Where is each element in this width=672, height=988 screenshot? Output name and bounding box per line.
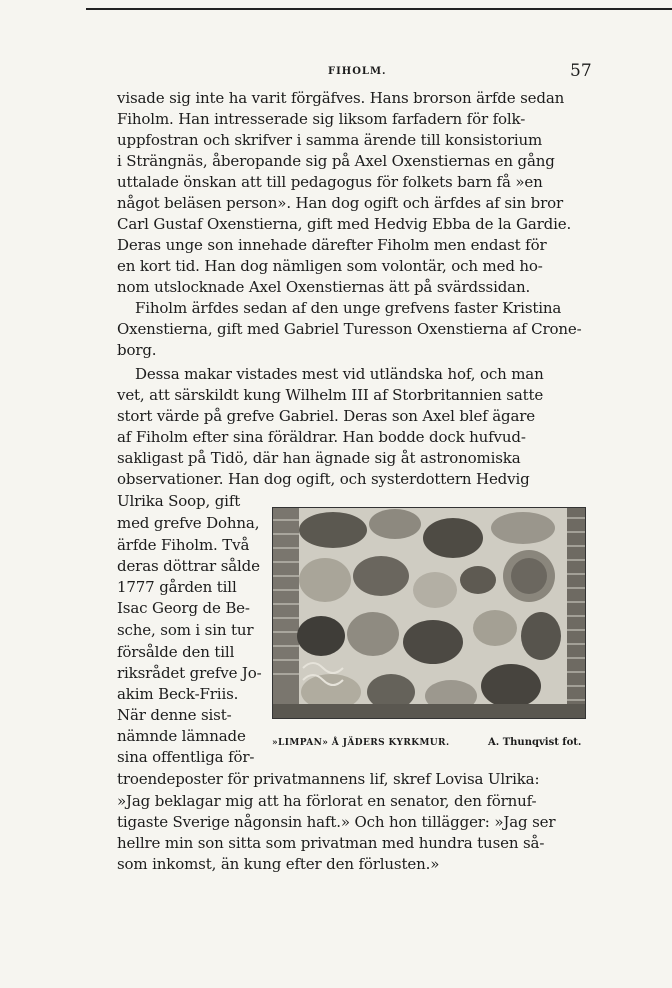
side-text-line: Ulrika Soop, gift bbox=[117, 492, 241, 510]
text-line: Dessa makar vistades mest vid utländska hof, och man bbox=[135, 365, 544, 383]
text-line: som inkomst, än kung efter den förlusten.» bbox=[117, 855, 440, 873]
text-line: en kort tid. Han dog nämligen som volontär, och med ho- bbox=[117, 257, 543, 275]
figure-caption: »LIMPAN» Å JÄDERS KYRKMUR. bbox=[272, 738, 450, 748]
side-text-line: sina offentliga för- bbox=[117, 748, 255, 766]
text-line: visade sig inte ha varit förgäfves. Hans brorson ärfde sedan bbox=[117, 89, 565, 107]
text-line: sakligast på Tidö, där han ägnade sig åt astronomiska bbox=[117, 449, 521, 467]
text-line: i Strängnäs, åberopande sig på Axel Oxenstiernas en gång bbox=[117, 152, 555, 170]
side-text-line: Isac Georg de Be- bbox=[117, 599, 250, 617]
text-line: Deras unge son innehade därefter Fiholm men endast för bbox=[117, 236, 547, 254]
text-line: uppfostran och skrifver i samma ärende till konsistorium bbox=[117, 131, 543, 149]
text-line: af Fiholm efter sina föräldrar. Han bodde dock hufvud- bbox=[117, 428, 526, 446]
side-text-line: akim Beck-Friis. bbox=[117, 685, 239, 703]
church-wall-photo bbox=[272, 507, 586, 719]
running-head-title: FIHOLM. bbox=[328, 66, 387, 77]
text-line: »Jag beklagar mig att ha förlorat en senator, den förnuf- bbox=[117, 792, 537, 810]
text-line: Carl Gustaf Oxenstierna, gift med Hedvig Ebba de la Gardie. bbox=[117, 215, 572, 233]
text-line: troendeposter för privatmannens lif, skref Lovisa Ulrika: bbox=[117, 770, 540, 788]
side-text-line: försålde den till bbox=[117, 643, 235, 661]
text-line: stort värde på grefve Gabriel. Deras son Axel blef ägare bbox=[117, 407, 536, 425]
photo-credit: A. Thunqvist fot. bbox=[488, 737, 582, 748]
page-number: 57 bbox=[570, 61, 592, 81]
side-text-line: 1777 gården till bbox=[117, 578, 237, 596]
side-text-line: riksrådet grefve Jo- bbox=[117, 664, 262, 682]
text-line: något beläsen person». Han dog ogift och ärfdes af sin bror bbox=[117, 194, 564, 212]
text-line: Fiholm ärfdes sedan af den unge grefvens faster Kristina bbox=[135, 299, 562, 317]
side-text-line: sche, som i sin tur bbox=[117, 621, 254, 639]
text-line: Oxenstierna, gift med Gabriel Turesson Oxenstierna af Crone- bbox=[117, 320, 582, 338]
side-text-line: med grefve Dohna, bbox=[117, 514, 260, 532]
text-line: nom utslocknade Axel Oxenstiernas ätt på svärdssidan. bbox=[117, 278, 531, 296]
side-text-line: ärfde Fiholm. Två bbox=[117, 536, 250, 554]
side-text-line: nämnde lämnade bbox=[117, 727, 246, 745]
side-text-line: När denne sist- bbox=[117, 706, 232, 724]
text-line: Fiholm. Han intresserade sig liksom farfadern för folk- bbox=[117, 110, 526, 128]
text-line: uttalade önskan att till pedagogus för folkets barn få »en bbox=[117, 173, 543, 191]
side-text-line: deras döttrar sålde bbox=[117, 557, 260, 575]
top-rule bbox=[86, 8, 672, 10]
text-line: borg. bbox=[117, 341, 157, 359]
running-head bbox=[0, 61, 672, 84]
text-line: hellre min son sitta som privatman med hundra tusen så- bbox=[117, 834, 545, 852]
text-line: tigaste Sverige någonsin haft.» Och hon tillägger: »Jag ser bbox=[117, 813, 556, 831]
text-line: vet, att särskildt kung Wilhelm III af Storbritannien satte bbox=[117, 386, 544, 404]
text-line: observationer. Han dog ogift, och systerdottern Hedvig bbox=[117, 470, 530, 488]
